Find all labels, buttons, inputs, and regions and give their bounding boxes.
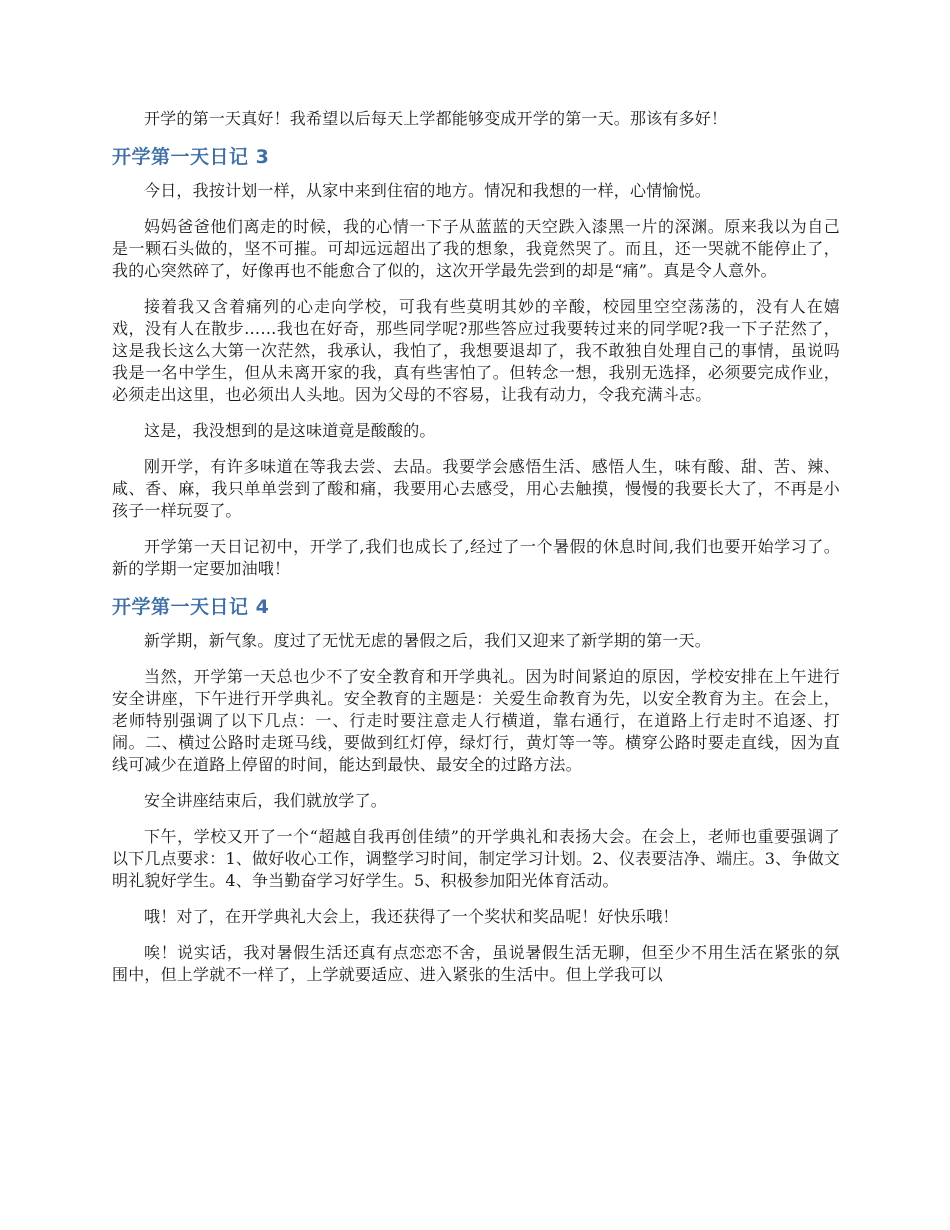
paragraph: 当然，开学第一天总也少不了安全教育和开学典礼。因为时间紧迫的原因，学校安排在上午进行安全讲座，下午进行开学典礼。安全教育的主题是：关爱生命教育为先，以安全教育为主。在会上，老师特别强调了以下几点：一、行走时要注意走人行横道，靠右通行，在道路上行走时不追逐、打闹。二、横过公路时走斑马线，要做到红灯停，绿灯行，黄灯等一等。横穿公路时要走直线，因为直线可减少在道路上停留的时间，能达到最快、最安全的过路方法。 — [112, 667, 840, 774]
section-diary-4 — [112, 594, 840, 986]
paragraph: 安全讲座结束后，我们就放学了。 — [144, 791, 388, 810]
section-heading: 开学第一天日记 4 — [112, 596, 270, 618]
paragraph: 下午，学校又开了一个“超越自我再创佳绩”的开学典礼和表扬大会。在会上，老师也重要强调了以下几点要求：1、做好收心工作，调整学习时间，制定学习计划。2、仪表要洁净、端庄。3、争做文明礼貌好学生。4、争当勤奋学习好学生。5、积极参加阳光体育活动。 — [112, 827, 840, 890]
paragraph: 唉！说实话，我对暑假生活还真有点恋恋不舍，虽说暑假生活无聊，但至少不用生活在紧张的氛围中，但上学就不一样了，上学就要适应、进入紧张的生活中。但上学我可以 — [112, 943, 840, 984]
paragraph: 这是，我没想到的是这味道竟是酸酸的。 — [144, 421, 436, 440]
document-page — [112, 108, 840, 1000]
intro-paragraph: 开学的第一天真好！我希望以后每天上学都能够变成开学的第一天。那该有多好！ — [144, 109, 728, 128]
paragraph: 刚开学，有许多味道在等我去尝、去品。我要学会感悟生活、感悟人生，味有酸、甜、苦、辣、咸、香、麻，我只单单尝到了酸和痛，我要用心去感受，用心去触摸，慢慢的我要长大了，不再是小孩子一样玩耍了。 — [112, 457, 840, 520]
paragraph: 妈妈爸爸他们离走的时候，我的心情一下子从蓝蓝的天空跌入漆黑一片的深渊。原来我以为自己是一颗石头做的，坚不可摧。可却远远超出了我的想象，我竟然哭了。而且，还一哭就不能停止了，我的心突然碎了，好像再也不能愈合了似的，这次开学最先尝到的却是“痛”。真是令人意外。 — [112, 217, 840, 280]
paragraph: 开学第一天日记初中，开学了,我们也成长了,经过了一个暑假的休息时间,我们也要开始学习了。新的学期一定要加油哦！ — [112, 537, 840, 578]
paragraph: 接着我又含着痛列的心走向学校，可我有些莫明其妙的辛酸，校园里空空荡荡的，没有人在嬉戏，没有人在散步……我也在好奇，那些同学呢?那些答应过我要转过来的同学呢?我一下子茫然了，这是我长这么大第一次茫然，我承认，我怕了，我想要退却了，我不敢独自处理自己的事情，虽说吗我是一名中学生，但从未离开家的我，真有些害怕了。但转念一想，我别无选择，必须要完成作业，必须走出这里，也必须出人头地。因为父母的不容易，让我有动力，令我充满斗志。 — [112, 297, 840, 404]
paragraph: 今日，我按计划一样，从家中来到住宿的地方。情况和我想的一样，心情愉悦。 — [144, 181, 712, 200]
paragraph: 新学期，新气象。度过了无忧无虑的暑假之后，我们又迎来了新学期的第一天。 — [144, 631, 712, 650]
section-heading: 开学第一天日记 3 — [112, 146, 270, 168]
paragraph: 哦！对了，在开学典礼大会上，我还获得了一个奖状和奖品呢！好快乐哦！ — [144, 907, 679, 926]
section-diary-3 — [112, 144, 840, 580]
